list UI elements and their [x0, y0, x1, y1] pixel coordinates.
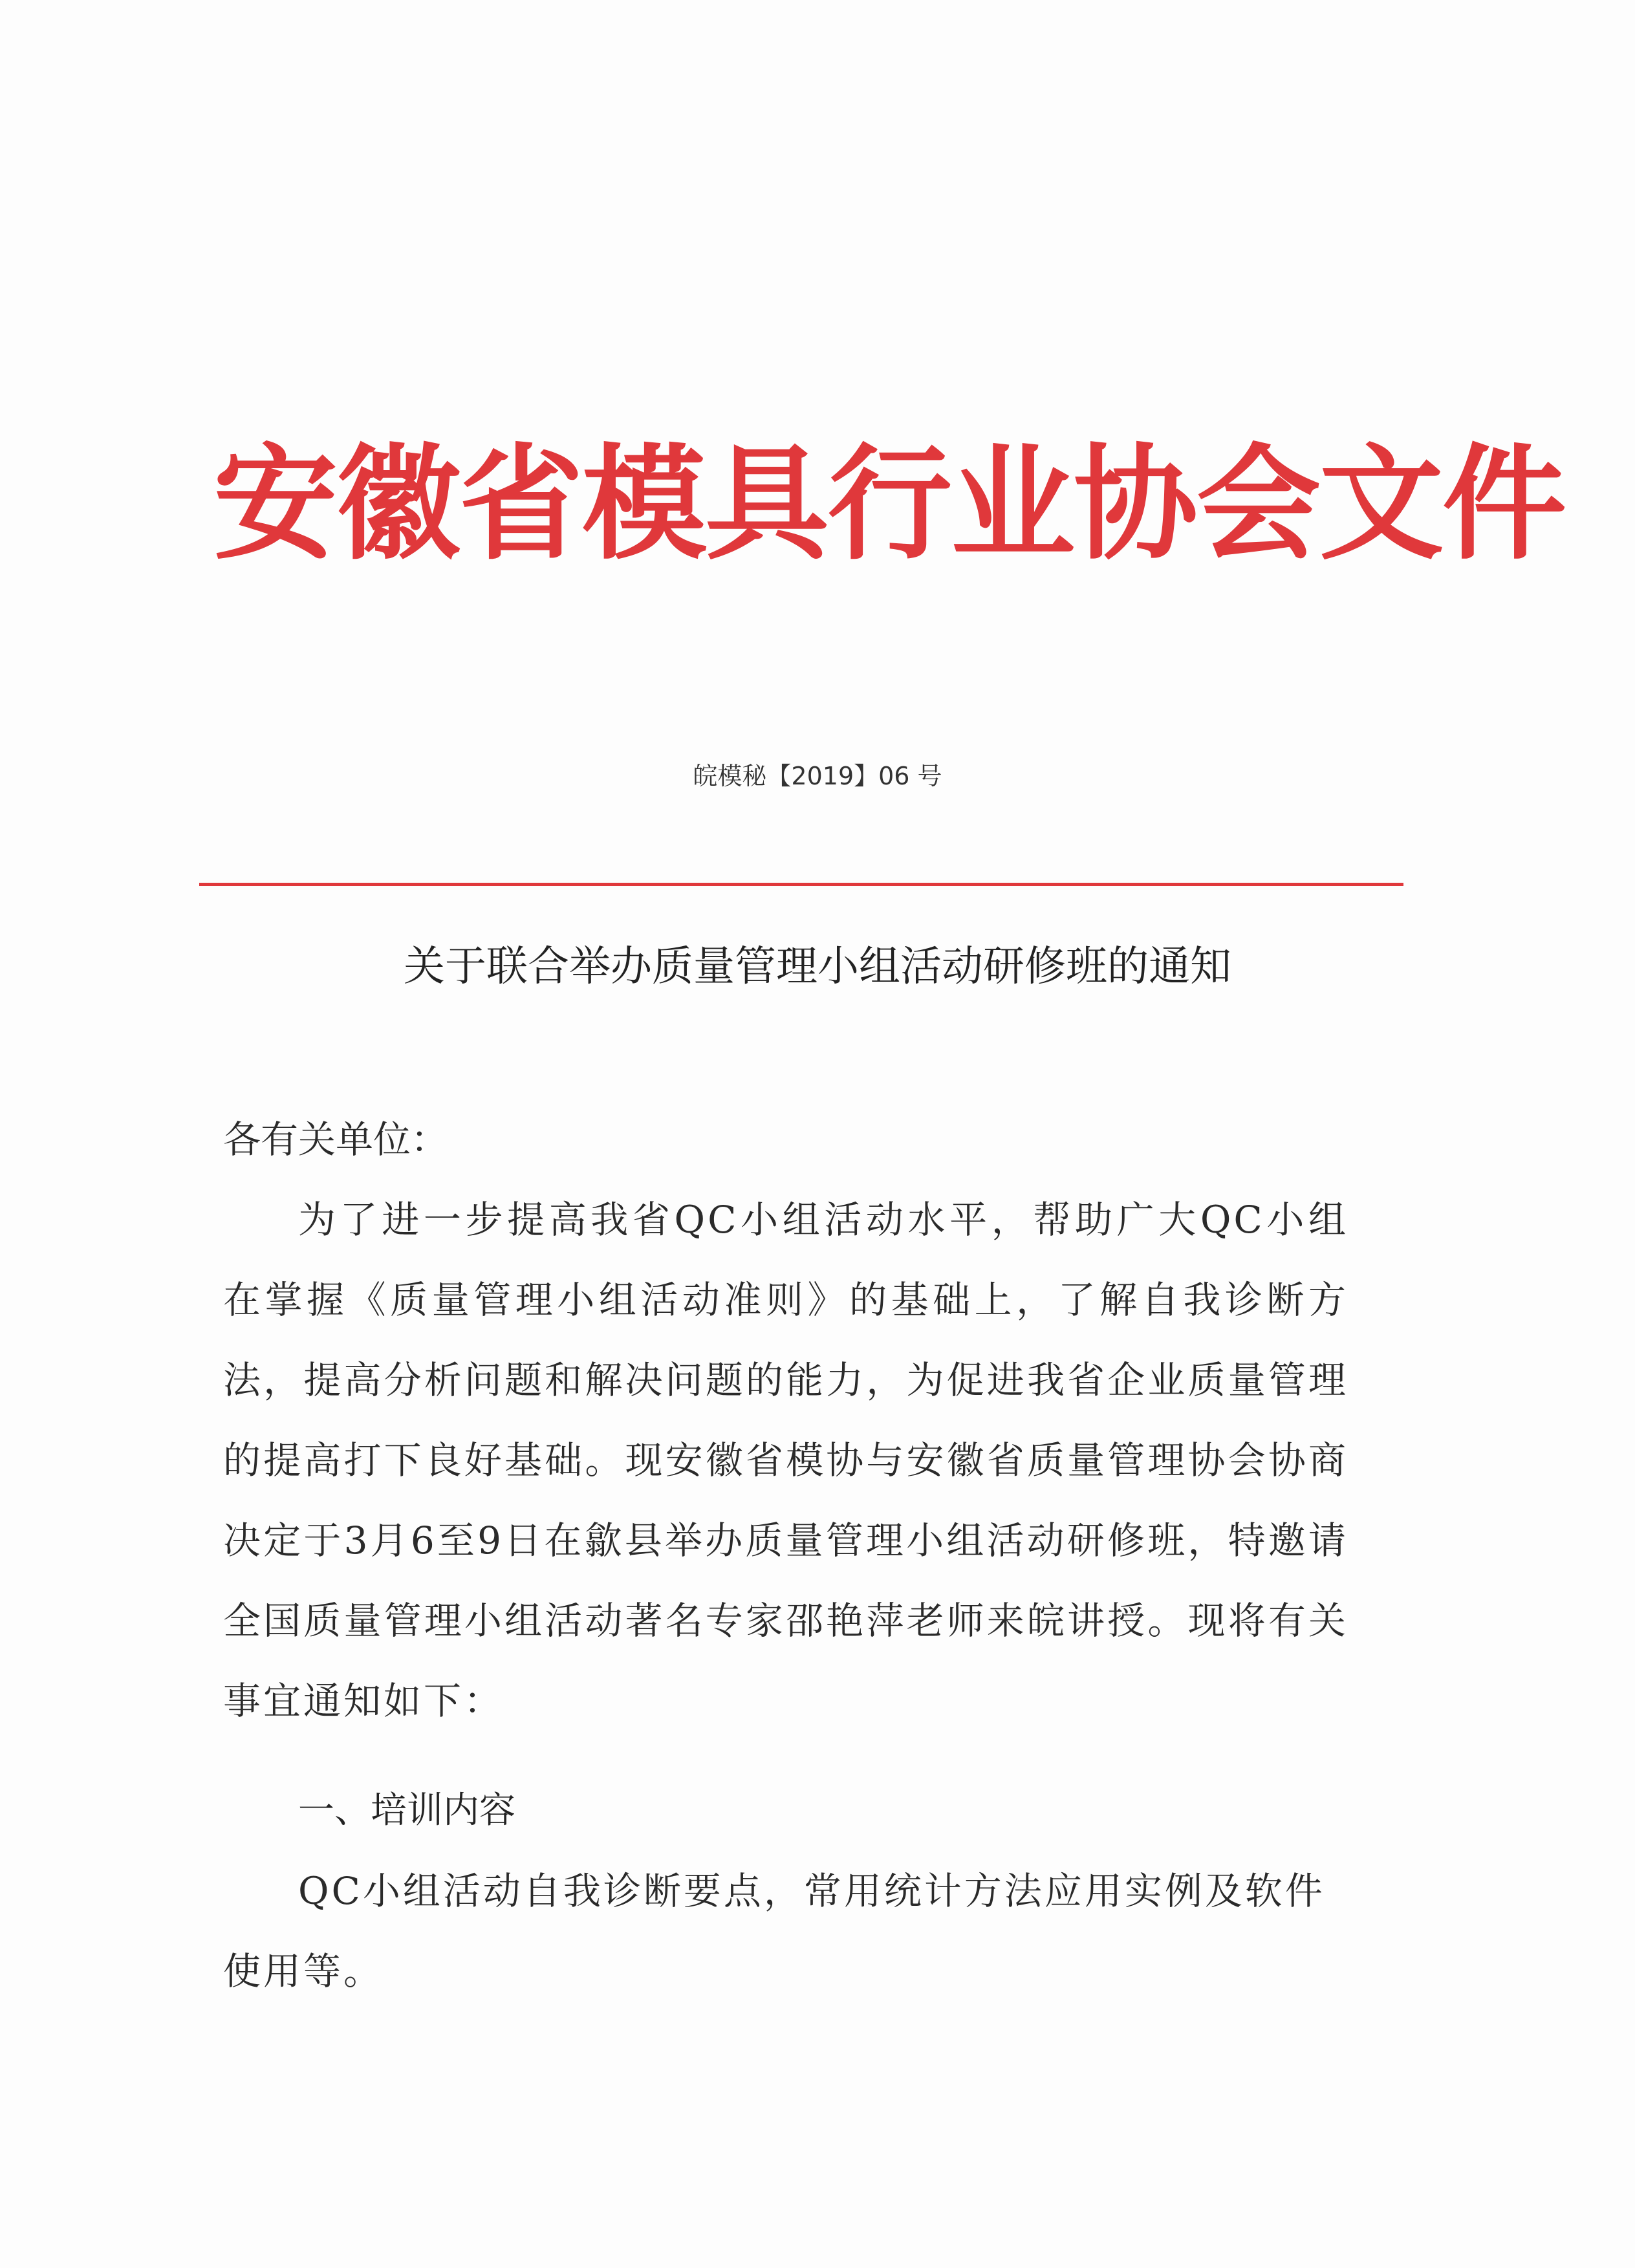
document-header-title: 安徽省模具行业协会文件 — [213, 431, 1565, 577]
document-number: 皖模秘【2019】06 号 — [693, 762, 942, 790]
section-heading-training-content: 一、培训内容 — [298, 1789, 515, 1831]
notice-title: 关于联合举办质量管理小组活动研修班的通知 — [404, 943, 1231, 991]
section-content-training-content: QC小组活动自我诊断要点，常用统计方法应用实例及软件使用等。 — [223, 1869, 1325, 1993]
salutation: 各有关单位： — [223, 1118, 449, 1161]
body-paragraph: 为了进一步提高我省QC小组活动水平，帮助广大QC小组在掌握《质量管理小组活动准则》的基础上，了解自我诊断方法，提高分析问题和解决问题的能力，为促进我省企业质量管理的提高打下良好基础。现安徽省模协与安徽省质量管理协会协商决定于3月6至9日在歙县举办质量管理小组活动研修班，特邀请全国质量管理小组活动著名专家邵艳萍老师来皖讲授。现将有关事宜通知如下： — [223, 1198, 1348, 1723]
red-divider-line — [199, 883, 1403, 886]
